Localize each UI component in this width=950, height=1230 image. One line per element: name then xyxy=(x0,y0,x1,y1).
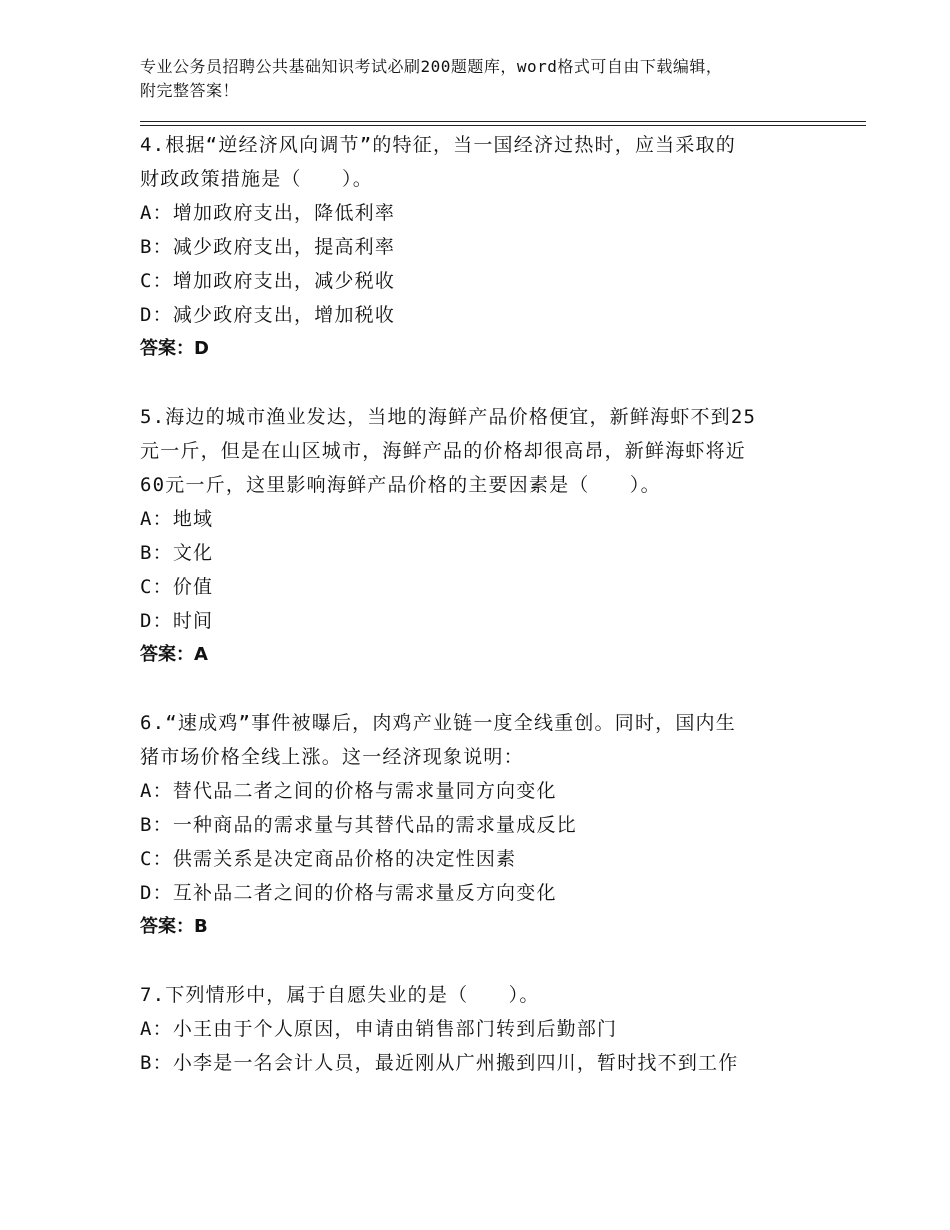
header-line: 附完整答案！ xyxy=(140,81,240,100)
option-a: A：替代品二者之间的价格与需求量同方向变化 xyxy=(140,780,557,802)
option-d: D：减少政府支出，增加税收 xyxy=(140,304,396,326)
option-b: B：一种商品的需求量与其替代品的需求量成反比 xyxy=(140,814,577,836)
option-c: C：价值 xyxy=(140,576,214,598)
page-header xyxy=(140,55,840,103)
question-spacer xyxy=(140,366,820,400)
question-stem-line: 5.海边的城市渔业发达，当地的海鲜产品价格便宜，新鲜海虾不到25 xyxy=(140,406,757,428)
question-5 xyxy=(140,400,820,672)
option-b: B：小李是一名会计人员，最近刚从广州搬到四川，暂时找不到工作 xyxy=(140,1052,739,1074)
question-stem-line: 元一斤，但是在山区城市，海鲜产品的价格却很高昂，新鲜海虾将近 xyxy=(140,440,747,462)
answer-label: 答案：D xyxy=(140,338,209,359)
question-stem-line: 6.“速成鸡”事件被曝后，肉鸡产业链一度全线重创。同时，国内生 xyxy=(140,712,736,734)
option-b: B：文化 xyxy=(140,542,214,564)
question-stem-line: 60元一斤，这里影响海鲜产品价格的主要因素是（ ）。 xyxy=(140,474,661,496)
option-b: B：减少政府支出，提高利率 xyxy=(140,236,396,258)
option-d: D：时间 xyxy=(140,610,214,632)
option-c: C：增加政府支出，减少税收 xyxy=(140,270,396,292)
question-stem-line: 财政政策措施是（ ）。 xyxy=(140,168,373,190)
question-stem-line: 猪市场价格全线上涨。这一经济现象说明： xyxy=(140,746,524,768)
header-line: 专业公务员招聘公共基础知识考试必刷200题题库，word格式可自由下载编辑， xyxy=(140,57,723,76)
question-stem-line: 4.根据“逆经济风向调节”的特征，当一国经济过热时，应当采取的 xyxy=(140,134,736,156)
question-spacer xyxy=(140,672,820,706)
header-divider xyxy=(140,125,866,126)
option-a: A：增加政府支出，降低利率 xyxy=(140,202,396,224)
answer-label: 答案：B xyxy=(140,916,208,937)
option-c: C：供需关系是决定商品价格的决定性因素 xyxy=(140,848,517,870)
question-6 xyxy=(140,706,820,944)
option-a: A：小王由于个人原因，申请由销售部门转到后勤部门 xyxy=(140,1018,618,1040)
header-divider xyxy=(140,121,866,122)
answer-label: 答案：A xyxy=(140,644,208,665)
question-spacer xyxy=(140,944,820,978)
question-list xyxy=(140,128,820,1080)
question-4 xyxy=(140,128,820,366)
option-d: D：互补品二者之间的价格与需求量反方向变化 xyxy=(140,882,557,904)
question-7 xyxy=(140,978,820,1080)
question-stem-line: 7.下列情形中，属于自愿失业的是（ ）。 xyxy=(140,984,540,1006)
option-a: A：地域 xyxy=(140,508,214,530)
